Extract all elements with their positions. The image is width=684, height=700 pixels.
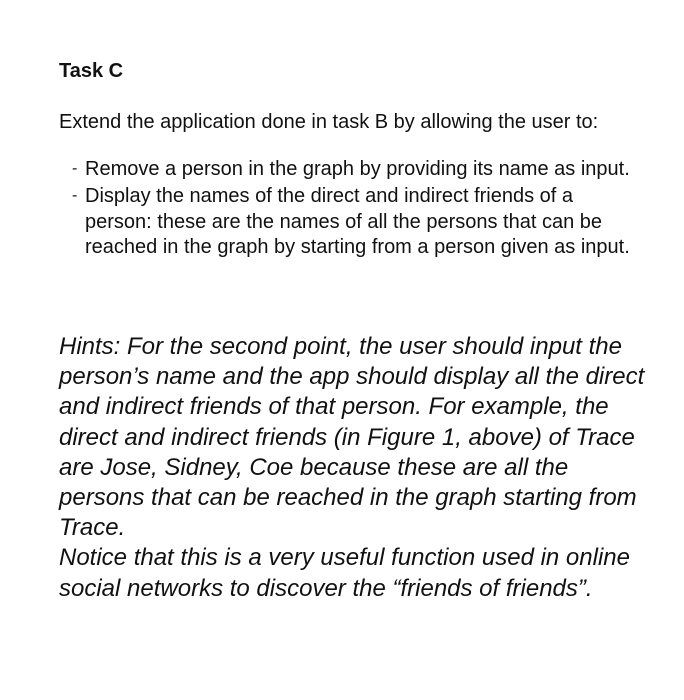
dash-bullet: -: [72, 186, 78, 204]
task-title: Task C: [59, 60, 124, 82]
notice-paragraph: Notice that this is a very useful function used in online social networks to discover the “friends of friends”.: [59, 544, 630, 602]
intro-paragraph: Extend the application done in task B by allowing the user to:: [59, 111, 599, 133]
hints-paragraph: Hints: For the second point, the user should input the person’s name and the app should display all the direct and indirect friends of that person. For example, the direct and indirect friends (in Figure 1, above) of Trace are Jose, Sidney, Coe because these are all the persons that can be reached in the graph starting from Trace.: [59, 333, 645, 542]
dash-bullet: -: [72, 160, 78, 177]
list-item-text: Display the names of the direct and indirect friends of a person: these are the names of all the persons that can be reached in the graph by starting from a person given as input.: [85, 184, 630, 258]
list-item: [59, 157, 639, 184]
list-item-text: Remove a person in the graph by providing its name as input.: [85, 158, 630, 180]
list-item: [59, 184, 639, 260]
requirements-list: [59, 157, 639, 259]
hints-block: [59, 332, 649, 604]
